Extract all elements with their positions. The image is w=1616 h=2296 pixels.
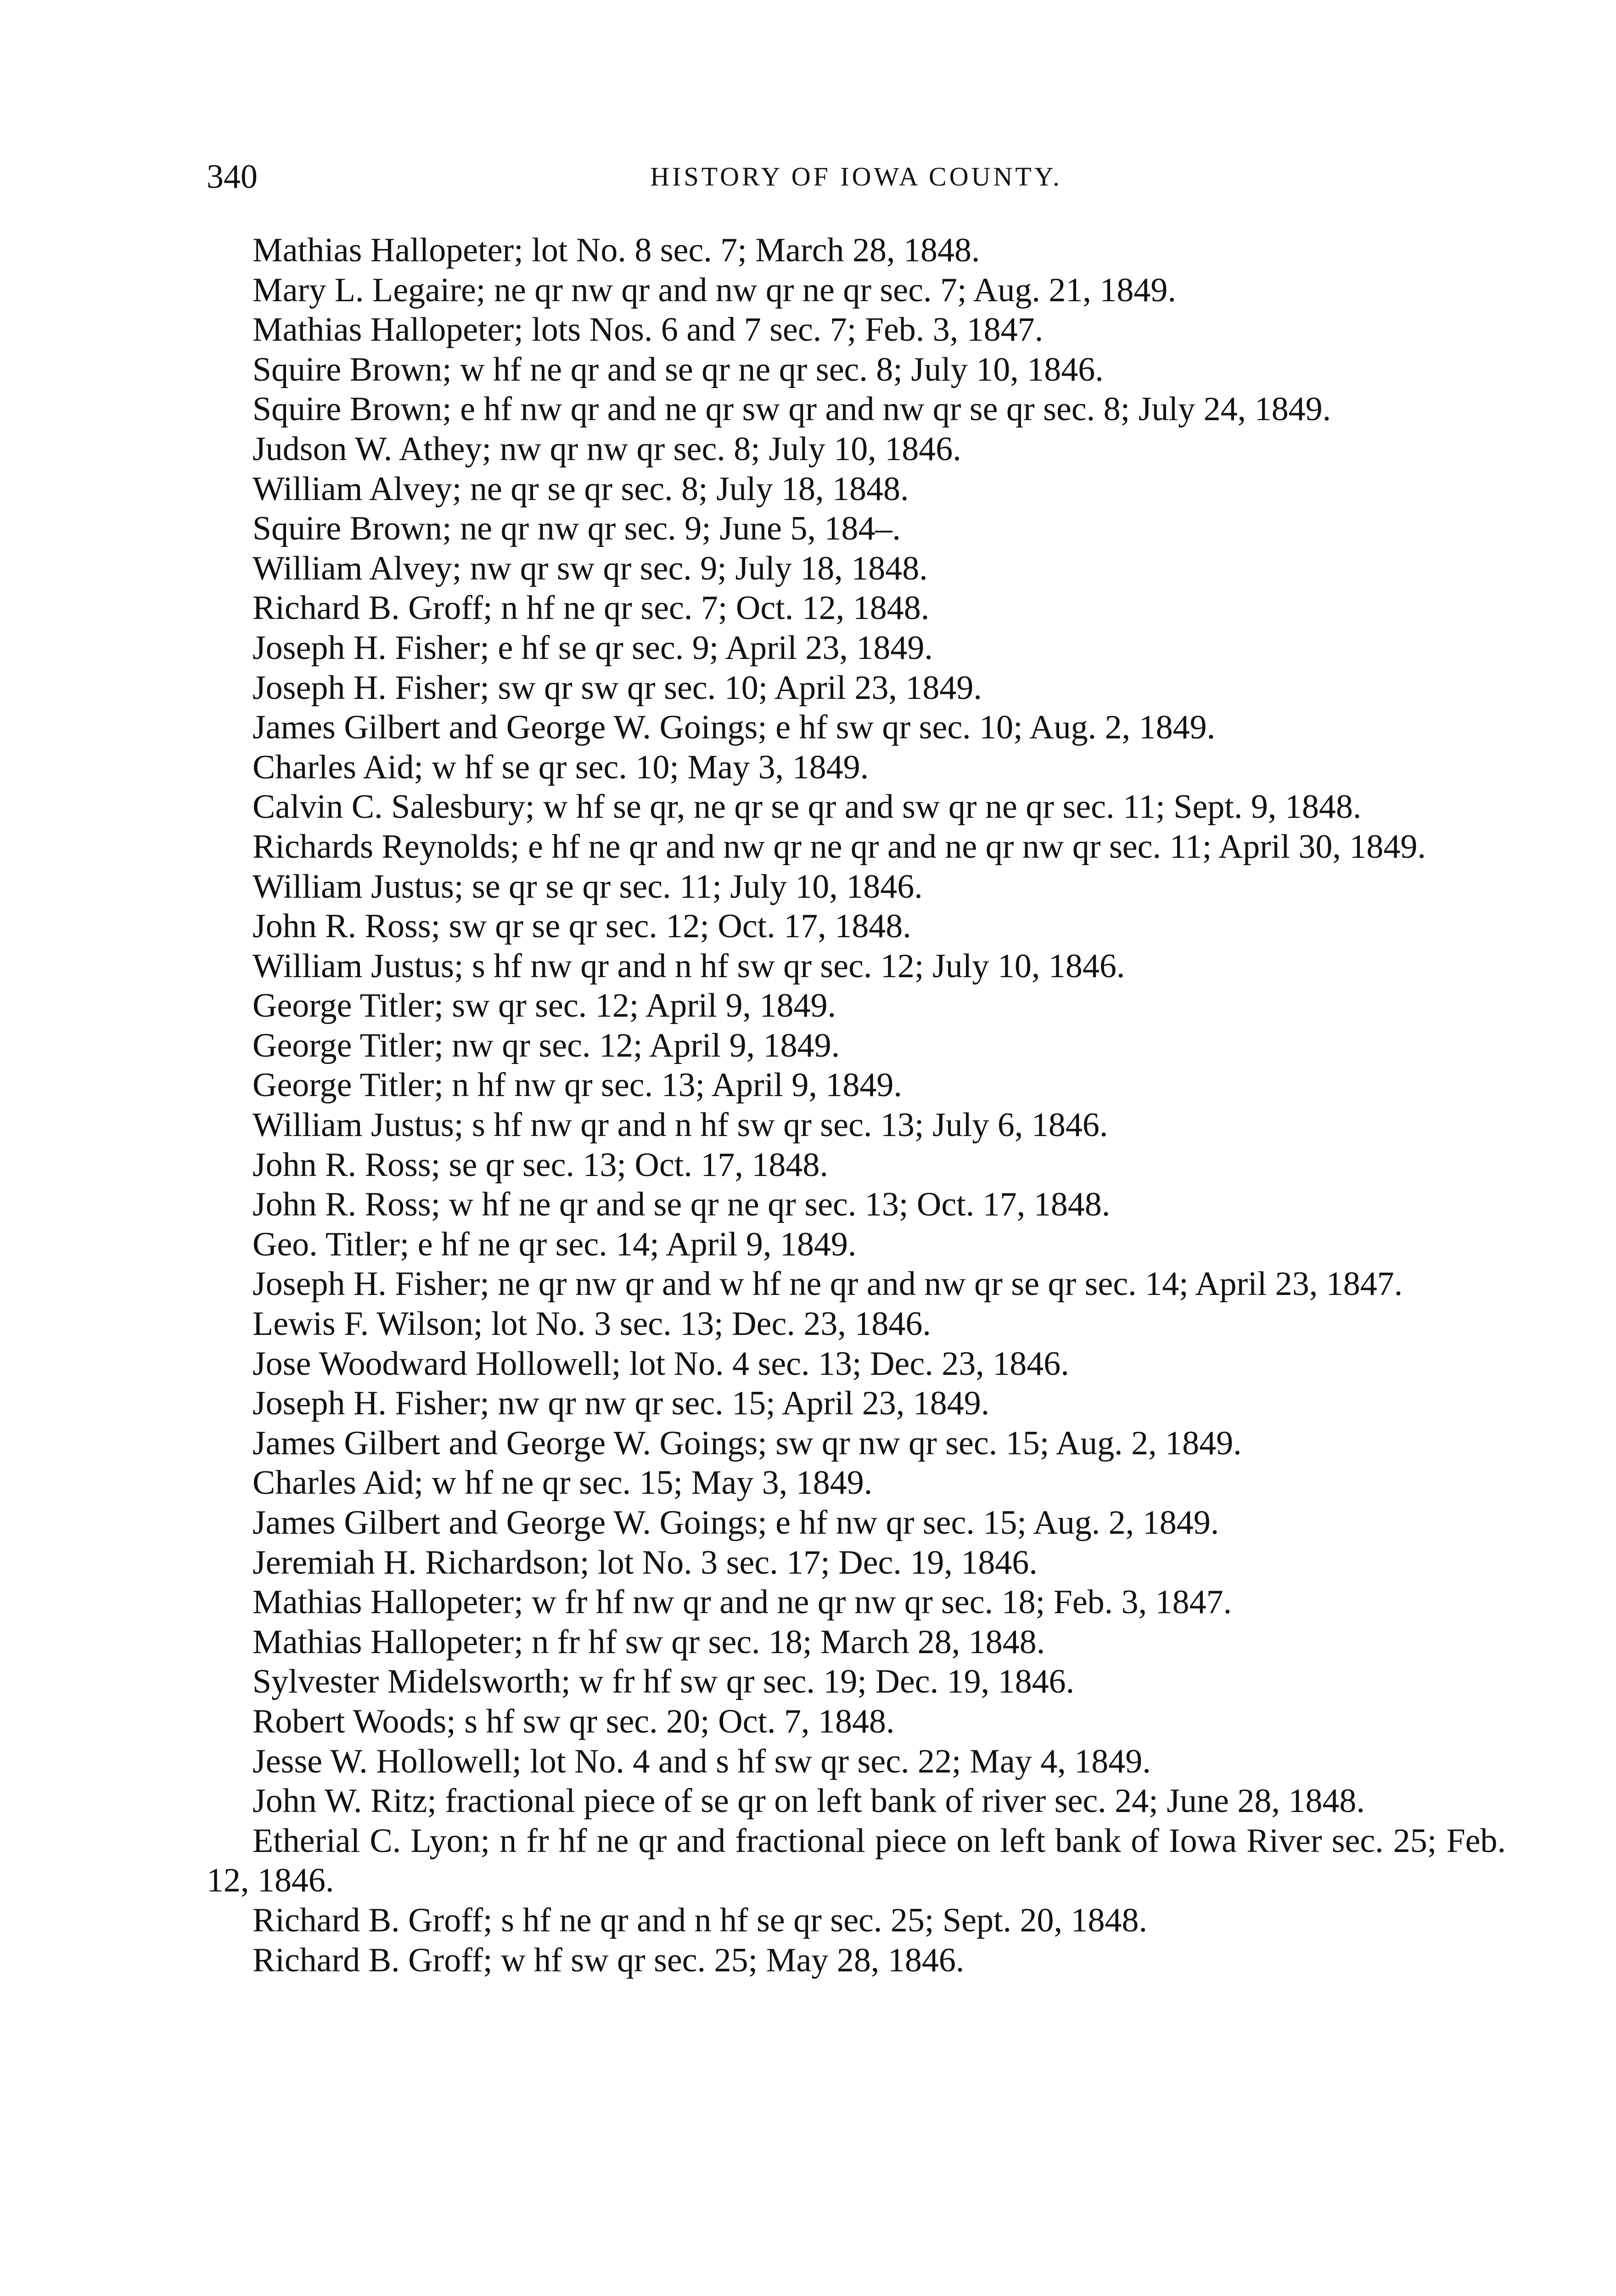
land-entry: Squire Brown; e hf nw qr and ne qr sw qr and nw qr se qr sec. 8; July 24, 1849. — [252, 390, 1331, 428]
land-entry: Jeremiah H. Richardson; lot No. 3 sec. 17; Dec. 19, 1846. — [252, 1543, 1038, 1581]
land-entry: George Titler; nw qr sec. 12; April 9, 1849. — [252, 1026, 840, 1064]
land-entry: Geo. Titler; e hf ne qr sec. 14; April 9, 1849. — [252, 1225, 857, 1263]
land-entry: Mathias Hallopeter; lot No. 8 sec. 7; March 28, 1848. — [252, 231, 980, 269]
land-entry: Joseph H. Fisher; e hf se qr sec. 9; April 23, 1849. — [252, 629, 933, 667]
land-entry: Calvin C. Salesbury; w hf se qr, ne qr se qr and sw qr ne qr sec. 11; Sept. 9, 1848. — [252, 788, 1362, 826]
land-entry: Jesse W. Hollowell; lot No. 4 and s hf sw qr sec. 22; May 4, 1849. — [252, 1742, 1151, 1780]
land-entry: Richard B. Groff; w hf sw qr sec. 25; May 28, 1846. — [252, 1941, 965, 1979]
land-entry: John R. Ross; sw qr se qr sec. 12; Oct. 17, 1848. — [252, 907, 911, 945]
land-entry: Mathias Hallopeter; lots Nos. 6 and 7 sec. 7; Feb. 3, 1847. — [252, 311, 1044, 349]
land-entry: George Titler; sw qr sec. 12; April 9, 1849. — [252, 987, 836, 1025]
land-entry: John R. Ross; se qr sec. 13; Oct. 17, 1848. — [252, 1146, 828, 1184]
land-entry: Charles Aid; w hf se qr sec. 10; May 3, 1849. — [252, 748, 869, 786]
land-entry: James Gilbert and George W. Goings; e hf sw qr sec. 10; Aug. 2, 1849. — [252, 709, 1216, 747]
land-entry: Robert Woods; s hf sw qr sec. 20; Oct. 7, 1848. — [252, 1702, 895, 1740]
land-entry: Joseph H. Fisher; ne qr nw qr and w hf ne qr and nw qr se qr sec. 14; April 23, 1847. — [252, 1265, 1403, 1303]
land-entry: Sylvester Midelsworth; w fr hf sw qr sec. 19; Dec. 19, 1846. — [252, 1663, 1075, 1701]
land-entry: Charles Aid; w hf ne qr sec. 15; May 3, 1849. — [252, 1464, 873, 1502]
land-entry: John R. Ross; w hf ne qr and se qr ne qr sec. 13; Oct. 17, 1848. — [252, 1186, 1111, 1224]
page-header — [207, 156, 1506, 197]
land-entry: Squire Brown; ne qr nw qr sec. 9; June 5, 184–. — [252, 510, 901, 548]
land-entry: William Justus; se qr se qr sec. 11; July 10, 1846. — [252, 867, 923, 906]
land-entry: William Justus; s hf nw qr and n hf sw qr sec. 13; July 6, 1846. — [252, 1106, 1108, 1144]
land-entry: Joseph H. Fisher; sw qr sw qr sec. 10; April 23, 1849. — [252, 669, 982, 707]
land-entry: James Gilbert and George W. Goings; e hf nw qr sec. 15; Aug. 2, 1849. — [252, 1504, 1219, 1542]
running-head: HISTORY OF IOWA COUNTY. — [650, 162, 1062, 191]
land-entry: Jose Woodward Hollowell; lot No. 4 sec. 13; Dec. 23, 1846. — [252, 1345, 1069, 1383]
land-entry: Mathias Hallopeter; w fr hf nw qr and ne qr nw qr sec. 18; Feb. 3, 1847. — [252, 1583, 1232, 1621]
land-entry: William Alvey; ne qr se qr sec. 8; July 18, 1848. — [252, 470, 909, 508]
land-entry: Richards Reynolds; e hf ne qr and nw qr ne qr and ne qr nw qr sec. 11; April 30, 1849. — [252, 827, 1426, 866]
land-entry: Mary L. Legaire; ne qr nw qr and nw qr ne qr sec. 7; Aug. 21, 1849. — [252, 271, 1176, 309]
land-entry: Richard B. Groff; s hf ne qr and n hf se qr sec. 25; Sept. 20, 1848. — [252, 1901, 1148, 1939]
land-entry: Joseph H. Fisher; nw qr nw qr sec. 15; April 23, 1849. — [252, 1384, 990, 1423]
land-entry: James Gilbert and George W. Goings; sw qr nw qr sec. 15; Aug. 2, 1849. — [252, 1424, 1242, 1462]
land-entry: George Titler; n hf nw qr sec. 13; April 9, 1849. — [252, 1066, 902, 1104]
land-entry: Mathias Hallopeter; n fr hf sw qr sec. 18; March 28, 1848. — [252, 1623, 1045, 1661]
land-entry: John W. Ritz; fractional piece of se qr on left bank of river sec. 24; June 28, 1848. — [252, 1782, 1365, 1820]
page-number: 340 — [207, 158, 258, 196]
land-entry: William Alvey; nw qr sw qr sec. 9; July 18, 1848. — [252, 549, 928, 587]
land-entry: Squire Brown; w hf ne qr and se qr ne qr sec. 8; July 10, 1846. — [252, 350, 1104, 388]
land-entry: William Justus; s hf nw qr and n hf sw qr sec. 12; July 10, 1846. — [252, 947, 1125, 985]
land-entry: Etherial C. Lyon; n fr hf ne qr and fractional piece on left bank of Iowa River sec. 25; Feb. 12, 1846. — [207, 1822, 1506, 1900]
land-entry-list — [207, 231, 1506, 1980]
land-entry: Richard B. Groff; n hf ne qr sec. 7; Oct. 12, 1848. — [252, 589, 930, 627]
land-entry: Lewis F. Wilson; lot No. 3 sec. 13; Dec. 23, 1846. — [252, 1305, 931, 1343]
land-entry: Judson W. Athey; nw qr nw qr sec. 8; July 10, 1846. — [252, 430, 961, 468]
